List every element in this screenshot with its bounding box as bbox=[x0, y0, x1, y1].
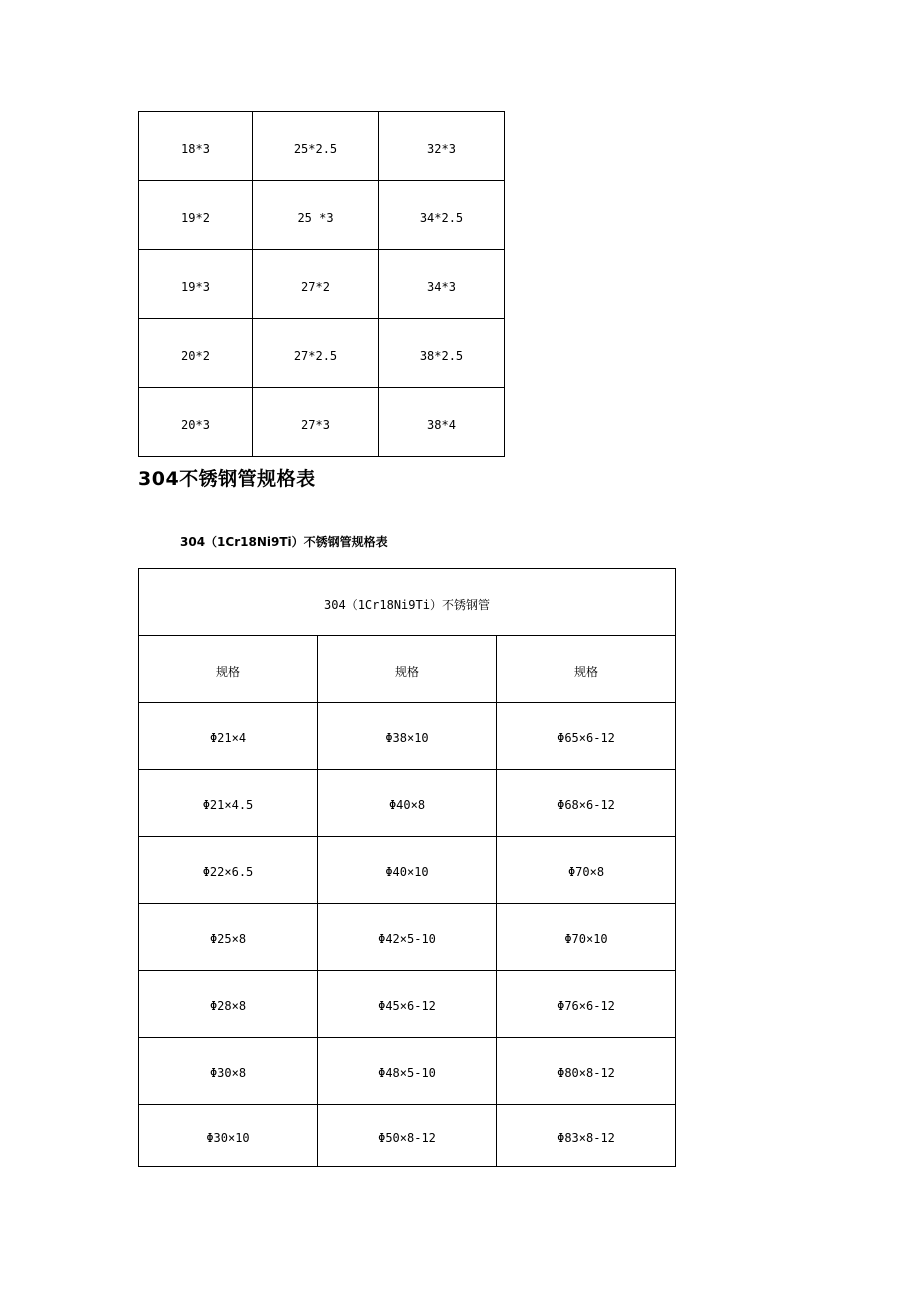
table-row bbox=[139, 904, 676, 971]
table-caption: 304（1Cr18Ni9Ti）不锈钢管规格表 bbox=[180, 535, 388, 549]
spec-table-304 bbox=[138, 568, 676, 1167]
table-cell: 27*3 bbox=[253, 388, 379, 457]
size-table-top bbox=[138, 111, 505, 457]
table-cell: Φ50×8-12 bbox=[318, 1105, 497, 1167]
table-header-row bbox=[139, 636, 676, 703]
table-cell: 27*2 bbox=[253, 250, 379, 319]
table-cell: Φ38×10 bbox=[318, 703, 497, 770]
table-row bbox=[139, 181, 505, 250]
table-cell: 38*2.5 bbox=[379, 319, 505, 388]
table-cell: 20*3 bbox=[139, 388, 253, 457]
table-cell: 38*4 bbox=[379, 388, 505, 457]
table-cell: Φ40×10 bbox=[318, 837, 497, 904]
table-cell: Φ76×6-12 bbox=[497, 971, 676, 1038]
table-cell: Φ70×8 bbox=[497, 837, 676, 904]
table-row bbox=[139, 250, 505, 319]
section-heading: 304不锈钢管规格表 bbox=[138, 468, 316, 490]
column-header: 规格 bbox=[139, 636, 318, 703]
table-cell: Φ25×8 bbox=[139, 904, 318, 971]
table-cell: Φ42×5-10 bbox=[318, 904, 497, 971]
table-cell: Φ65×6-12 bbox=[497, 703, 676, 770]
table-cell: 32*3 bbox=[379, 112, 505, 181]
table-cell: 25 *3 bbox=[253, 181, 379, 250]
table-row bbox=[139, 971, 676, 1038]
table-cell: 34*2.5 bbox=[379, 181, 505, 250]
table-cell: Φ30×8 bbox=[139, 1038, 318, 1105]
table-title-row bbox=[139, 569, 676, 636]
table-cell: Φ80×8-12 bbox=[497, 1038, 676, 1105]
table-row bbox=[139, 703, 676, 770]
table-row bbox=[139, 1038, 676, 1105]
table-title: 304（1Cr18Ni9Ti）不锈钢管 bbox=[139, 569, 676, 636]
table-cell: Φ48×5-10 bbox=[318, 1038, 497, 1105]
table-cell: 25*2.5 bbox=[253, 112, 379, 181]
table-cell: Φ30×10 bbox=[139, 1105, 318, 1167]
table-cell: Φ40×8 bbox=[318, 770, 497, 837]
table-row bbox=[139, 112, 505, 181]
table-cell: 27*2.5 bbox=[253, 319, 379, 388]
table-row bbox=[139, 770, 676, 837]
table-cell: 20*2 bbox=[139, 319, 253, 388]
table-cell: 34*3 bbox=[379, 250, 505, 319]
table-cell: Φ45×6-12 bbox=[318, 971, 497, 1038]
table-row bbox=[139, 319, 505, 388]
column-header: 规格 bbox=[318, 636, 497, 703]
table-cell: 19*3 bbox=[139, 250, 253, 319]
table-cell: Φ28×8 bbox=[139, 971, 318, 1038]
table-cell: 18*3 bbox=[139, 112, 253, 181]
table-cell: 19*2 bbox=[139, 181, 253, 250]
table-cell: Φ83×8-12 bbox=[497, 1105, 676, 1167]
table-cell: Φ22×6.5 bbox=[139, 837, 318, 904]
table-cell: Φ21×4.5 bbox=[139, 770, 318, 837]
table-row bbox=[139, 1105, 676, 1167]
table-cell: Φ68×6-12 bbox=[497, 770, 676, 837]
table-cell: Φ70×10 bbox=[497, 904, 676, 971]
table-row bbox=[139, 837, 676, 904]
table-cell: Φ21×4 bbox=[139, 703, 318, 770]
table-row bbox=[139, 388, 505, 457]
column-header: 规格 bbox=[497, 636, 676, 703]
